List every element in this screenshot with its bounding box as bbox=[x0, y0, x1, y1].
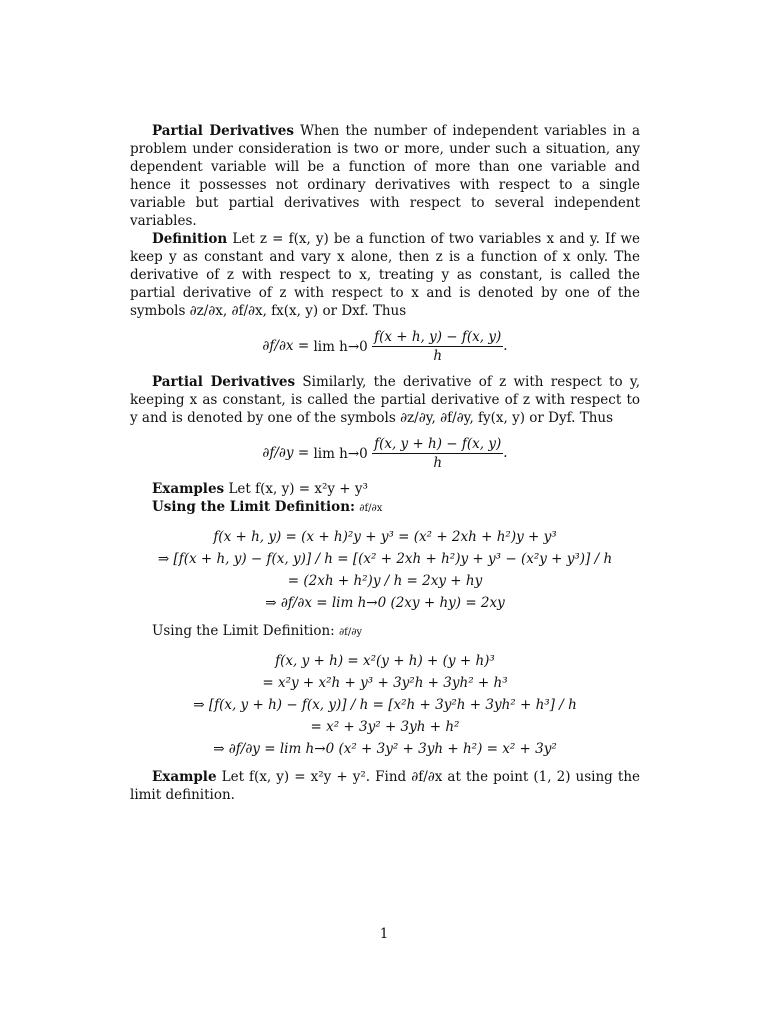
examples-text: Let f(x, y) = x²y + y³ bbox=[228, 481, 368, 497]
document-page bbox=[130, 122, 640, 804]
definition-paragraph bbox=[130, 230, 640, 320]
y-step: = x²y + x²h + y³ + 3y²h + 3yh² + h³ bbox=[262, 675, 508, 691]
section-heading: Partial Derivatives bbox=[152, 123, 294, 139]
x-step: = (2xh + h²)y / h = 2xy + hy bbox=[287, 573, 483, 589]
final-example-text: Let f(x, y) = x²y + y². Find ∂f/∂x at the point (1, 2) using the limit definition. bbox=[130, 769, 641, 803]
formula-numerator: f(x + h, y) − f(x, y) bbox=[374, 329, 502, 345]
definition-text: Let z = f(x, y) be a function of two variables x and y. If we keep y as constant and vary x alone, then z is a function of x only. The derivative of z with respect to x, treating y as constant, is called the partial derivative of z with respect to x and is denoted by one of the symbols ∂z/∂x, ∂f/∂x, fx(x, y) or Dxf. Thus bbox=[130, 231, 641, 319]
y-step: ⇒ ∂f/∂y = lim h→0 (x² + 3y² + 3yh + h²) = x² + 3y² bbox=[213, 741, 557, 757]
definition-formula: ∂f/∂x = lim h→0 $\frac{f(x + h, y) - f(x, y)}{h}$ . bbox=[262, 329, 508, 364]
formula-numerator-y: f(x, y + h) − f(x, y) bbox=[374, 436, 502, 452]
section-heading-2: Partial Derivatives bbox=[152, 374, 296, 390]
limit-heading: Using the Limit Definition: bbox=[152, 499, 355, 515]
paragraph-text: When the number of independent variables in a problem under consideration is two or more, under such a situation, any dependent variable will be a function of more than one variable and hence it possesses not ordinary derivatives with respect to a single variable but partial derivatives with respect to several independent variables. bbox=[130, 123, 640, 229]
y-step: = x² + 3y² + 3yh + h² bbox=[310, 719, 460, 735]
limit-symbol: ∂f/∂x bbox=[359, 503, 383, 514]
examples-heading: Examples bbox=[152, 481, 225, 497]
x-step: ⇒ [f(x + h, y) − f(x, y)] / h = [(x² + 2xh + h²)y + y³ − (x²y + y³)] / h bbox=[157, 551, 613, 567]
partial-y-paragraph bbox=[130, 373, 640, 427]
x-step: ⇒ ∂f/∂x = lim h→0 (2xy + hy) = 2xy bbox=[265, 595, 505, 611]
page-number: 1 bbox=[379, 926, 389, 942]
final-example-heading: Example bbox=[152, 769, 217, 785]
paragraph-text-2: Similarly, the derivative of z with respect to y, keeping x as constant, is called the partial derivative of z with respect to y and is denoted by one of the symbols ∂z/∂y, ∂f/∂y, fy(x, y) or Dyf. Thus bbox=[130, 374, 640, 426]
intro-paragraph bbox=[130, 122, 640, 230]
limit-def-line-y bbox=[130, 622, 640, 642]
limit-symbol-y: ∂f/∂y bbox=[339, 627, 363, 638]
partial-y-formula: ∂f/∂y = lim h→0 $\frac{f(x, y + h) - f(x, y)}{h}$ . bbox=[262, 436, 508, 471]
limit-heading-y: Using the Limit Definition: bbox=[152, 623, 335, 639]
y-step: ⇒ [f(x, y + h) − f(x, y)] / h = [x²h + 3y²h + 3yh² + h³] / h bbox=[193, 697, 577, 713]
x-step: f(x + h, y) = (x + h)²y + y³ = (x² + 2xh + h²)y + y³ bbox=[213, 529, 557, 545]
definition-heading: Definition bbox=[152, 231, 228, 247]
limit-operator-y: lim h→0 bbox=[313, 445, 368, 462]
formula-fraction-y bbox=[372, 435, 503, 472]
examples-line bbox=[130, 480, 640, 498]
final-example bbox=[130, 768, 640, 804]
y-step: f(x, y + h) = x²(y + h) + (y + h)³ bbox=[275, 653, 495, 669]
y-derivation bbox=[130, 652, 640, 758]
limit-operator: lim h→0 bbox=[313, 338, 368, 355]
limit-def-line bbox=[130, 498, 640, 518]
x-derivation bbox=[130, 528, 640, 612]
formula-lhs: ∂f/∂x bbox=[262, 338, 294, 354]
formula-lhs-y: ∂f/∂y bbox=[262, 445, 294, 461]
formula-denominator: h bbox=[433, 348, 443, 364]
formula-fraction bbox=[372, 328, 503, 365]
formula-denominator-y: h bbox=[433, 455, 443, 471]
